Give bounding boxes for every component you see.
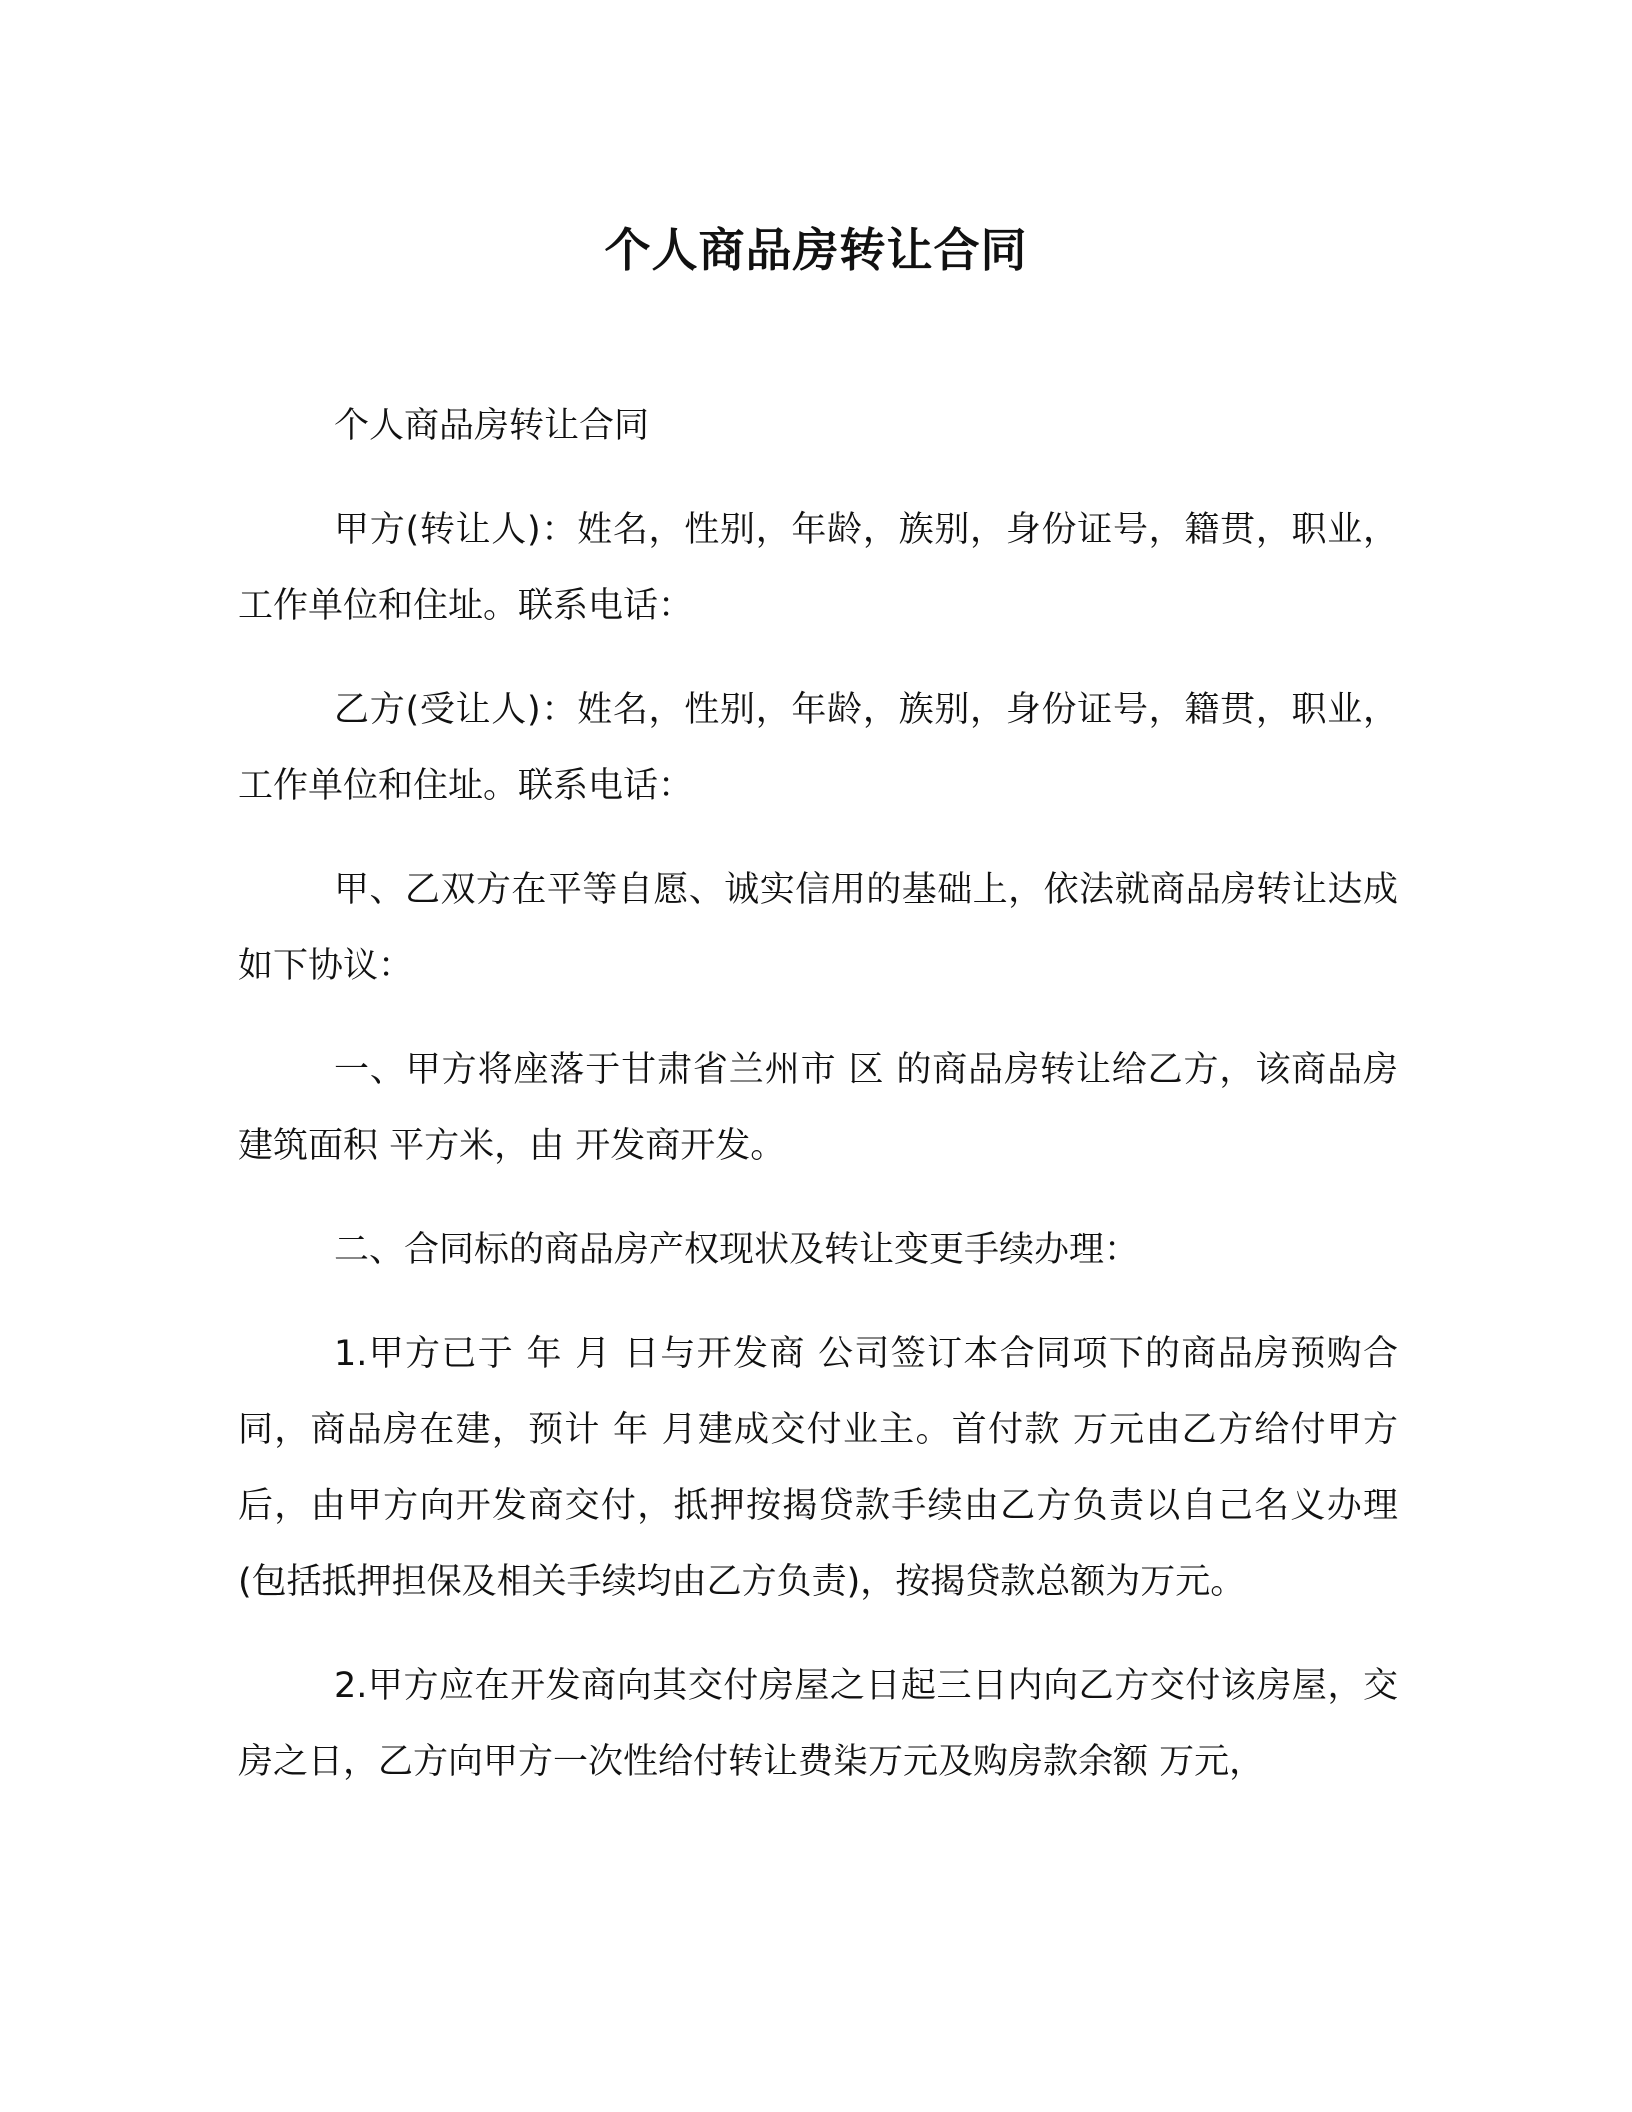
paragraph-heading: 个人商品房转让合同: [334, 406, 650, 446]
paragraph-party-a: 甲方(转让人)：姓名，性别，年龄，族别，身份证号，籍贯，职业，工作单位和住址。联系电话：: [238, 510, 1398, 626]
document-body: [238, 388, 1398, 1828]
paragraph-preamble: 甲、乙双方在平等自愿、诚实信用的基础上，依法就商品房转让达成如下协议：: [238, 870, 1398, 986]
paragraph-clause-2: 二、合同标的商品房产权现状及转让变更手续办理：: [334, 1230, 1140, 1270]
paragraph-clause-1: 一、甲方将座落于甘肃省兰州市 区 的商品房转让给乙方，该商品房建筑面积 平方米，由 开发商开发。: [238, 1050, 1398, 1166]
paragraph-clause-2-2: 2.甲方应在开发商向其交付房屋之日起三日内向乙方交付该房屋，交房之日，乙方向甲方一次性给付转让费柒万元及购房款余额 万元，: [238, 1666, 1398, 1782]
paragraph-clause-2-1: 1.甲方已于 年 月 日与开发商 公司签订本合同项下的商品房预购合同，商品房在建，预计 年 月建成交付业主。首付款 万元由乙方给付甲方后，由甲方向开发商交付，抵押按揭贷款手续由乙方负责以自己名义办理(包括抵押担保及相关手续均由乙方负责)，按揭贷款总额为万元。: [238, 1334, 1398, 1602]
document-title: 个人商品房转让合同: [604, 223, 1028, 277]
paragraph-party-b: 乙方(受让人)：姓名，性别，年龄，族别，身份证号，籍贯，职业，工作单位和住址。联系电话：: [238, 690, 1398, 806]
